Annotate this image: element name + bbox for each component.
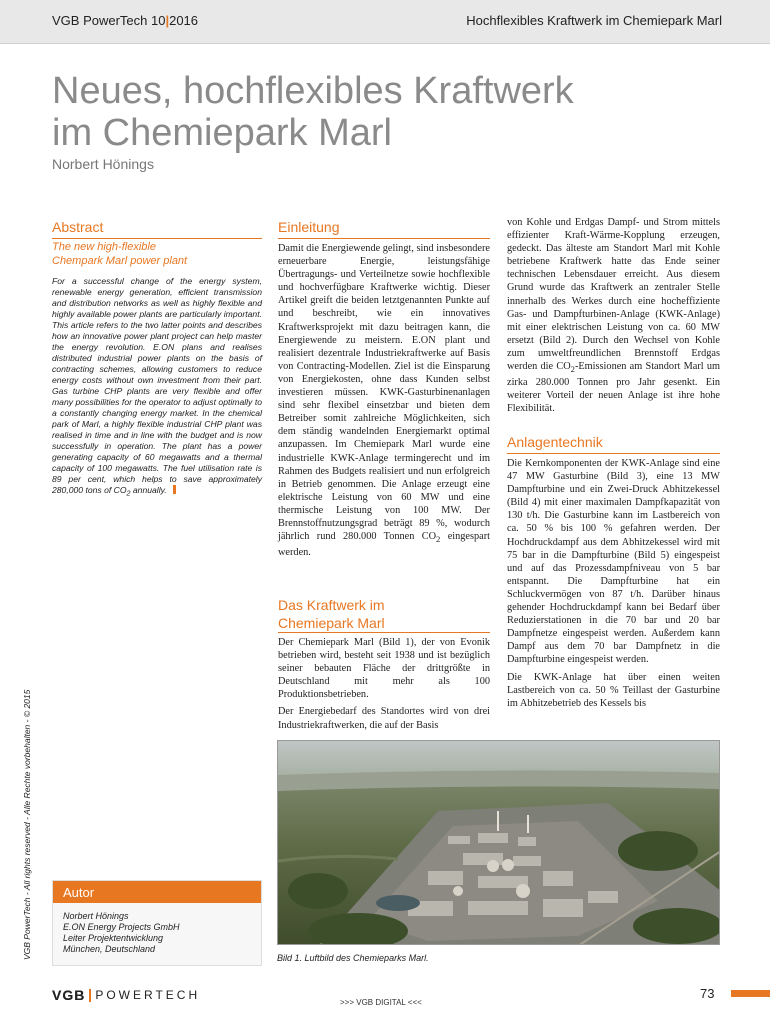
figure-caption: Bild 1. Luftbild des Chemieparks Marl.	[277, 953, 429, 963]
journal-separator: |	[165, 13, 170, 28]
aerial-photo-illustration	[278, 741, 720, 945]
anlagentechnik-paragraph-2: Die KWK-Anlage hat über einen weiten Lastbereich von ca. 50 % Teillast der Gasturbine im Abhitzebetrieb des Kessels bis	[507, 671, 720, 709]
page-number-bar	[731, 990, 770, 997]
einleitung-co2-subscript: 2	[436, 534, 441, 545]
running-title: Hochflexibles Kraftwerk im Chemiepark Marl	[466, 13, 722, 28]
author-role: Leiter Projektentwicklung	[63, 933, 164, 943]
abstract-subtitle	[52, 240, 257, 268]
einleitung-text: Damit die Energiewende gelingt, sind insbesondere erneuerbare Energie, leistungsfähige Übertragungs- und Verteilnetze sowie hochflexible und hochverfügbare Kraftwerke wichtig. Dieser Artikel greift die beiden letztgenannten Punkte auf und beschreibt, wie ein innovatives Kraftwerksprojekt mit dazu beitragen kann, die Energiewende zu meistern. E.ON plant und realisiert dezentrale Industriekraftwerke auf Basis von Contracting-Modellen. Ziel ist die Einsparung von Energiekosten, ohne dass Kunden selbst investieren müssen. KWK-Gasturbinenanlagen sind sehr flexibel einsetzbar und bieten dem Betreiber somit zahlreiche Möglichkeiten, sich dem ständig wandelnden Energiemarkt optimal anzupassen. Im Chemiepark Marl wurde eine industrielle KWK-Anlage termingerecht und im Rahmen des Budgets realisiert und nun erfolgreich in Betrieb genommen. Die Anlage erzeugt eine elektrische Leistung von 60 MW und eine thermische Leistung von 100 MW. Der Brennstoffnutzungsgrad beträgt 89 %, wodurch jährlich rund 280.000 Tonnen CO	[278, 243, 490, 543]
column-3-paragraph	[507, 216, 720, 415]
kraftwerk-paragraph-2: Der Energiebedarf des Standortes wird von drei Industriekraftwerken, die auf der Basis	[278, 706, 490, 731]
kraftwerk-heading	[278, 596, 385, 632]
title-line-1: Neues, hochflexibles Kraftwerk	[52, 70, 574, 112]
footer-logo-vgb: VGB	[52, 987, 86, 1003]
abstract-subtitle-line-1: The new high-flexible	[52, 241, 156, 253]
author-name: Norbert Hönings	[63, 911, 129, 921]
author-box	[52, 880, 262, 966]
anlagentechnik-paragraph-1: Die Kernkomponenten der KWK-Anlage sind eine 47 MW Gasturbine (Bild 3), eine 13 MW Dampfturbine und ein Zwei-Druck Abhitzekessel (Bild 4) mit einer maximalen Dampfkapazität von 130 t/h. Die Gasturbine kann im Lastbereich von ca. 50 % bis 100 % gefahren werden. Der Hochdruckdampf aus dem Abhitzekessel wird mit 75 bar in die Dampfturbine (Bild 5) eingespeist und auf das Prozessdampfniveau von 5 bar entspannt. Die Dampfturbine hat ein Schluckvermögen von 87 t/h. Darüber hinaus gehender Hochdruckdampf kann bei Bedarf über Reduzierstationen in die 70 bar und 20 bar Dampfnetze eingespeist werden. Außerdem kann Dampf aus dem 70 bar Dampfnetz in die Dampfturbine eingespeist werden.	[507, 458, 720, 666]
column-3-body	[507, 216, 720, 415]
einleitung-body	[278, 242, 490, 559]
abstract-heading: Abstract	[52, 219, 104, 235]
einleitung-text-tail: eingespart werden.	[278, 531, 491, 559]
article-author: Norbert Hönings	[52, 156, 154, 172]
journal-year: 2016	[169, 13, 199, 28]
abstract-subtitle-line-2: Chempark Marl power plant	[52, 255, 188, 267]
kraftwerk-paragraph-1: Der Chemiepark Marl (Bild 1), der von Evonik betrieben wird, besteht seit 1938 und ist bezüglich seiner bebauten Fläche der drittgrößte in Deutschland mit mehr als 100 Produktionsbetrieben.	[278, 637, 490, 701]
kraftwerk-heading-line-1: Das Kraftwerk im	[278, 597, 385, 613]
kraftwerk-rule	[278, 632, 490, 633]
kraftwerk-body	[278, 636, 490, 732]
footer-logo	[52, 988, 200, 1002]
page-number: 73	[700, 986, 715, 1001]
column-3-text-tail: -Emissionen am Standort Marl um zirka 280.000 Tonnen pro Jahr gesenkt. Ein weiterer Vorteil der neuen Anlage ist ihre hohe Flexibilität.	[507, 361, 720, 415]
footer-logo-separator	[89, 989, 91, 1002]
end-mark	[173, 485, 176, 494]
copyright-sidebar: VGB PowerTech - All rights reserved - Alle Rechte vorbehalten - © 2015	[22, 689, 32, 960]
kraftwerk-heading-line-2: Chemiepark Marl	[278, 615, 385, 631]
abstract-co2-subscript: 2	[126, 489, 131, 498]
anlagentechnik-heading: Anlagentechnik	[507, 434, 603, 450]
abstract-text-tail: annually.	[130, 485, 167, 495]
title-line-2: im Chemiepark Marl	[52, 112, 392, 154]
einleitung-rule	[278, 238, 490, 239]
author-company: E.ON Energy Projects GmbH	[63, 922, 180, 932]
abstract-text: For a successful change of the energy system, renewable energy generation, efficient transmission and distribution networks as well as highly flexible and highly available power plants are particularly important. This article refers to the two latter points and describes how an innovative power plant project can help master the energy revolution. E.ON plans and realises distributed industrial power plants on the basis of contracting schemes, allowing customers to reduce energy costs without own investment from their part. Gas turbine CHP plants are very flexible and offer many possibilities for the operator to adjust optimally to a constantly changing energy market. In the chemical park of Marl, a highly flexible industrial CHP plant was realised in time and in line with the budget and is now successfully in operation. The plant has a power generating capacity of 60 megawatts and a thermal capacity of 100 megawatts. The fuel utilisation rate is 89 per cent, which helps to save approximately 280,000 tons of CO	[52, 276, 262, 495]
column-3-text: von Kohle und Erdgas Dampf- und Strom mittels effizienter Kraft-Wärme-Kopplung erzeugen, gedeckt. Das älteste am Standort Marl mit Kohle betriebene Kraftwerk hatte das Ende seiner technischen Lebensdauer erreicht. Aus diesem Grund wurde das Kraftwerk an zentraler Stelle innerhalb des Werkes durch eine hocheffiziente Gas- und Dampfturbinen-Anlage (KWK-Anlage) mit einer elektrischen Leistung von ca. 60 MW ersetzt (Bild 2). Durch den Wechsel von Kohle zum umweltfreundlichen Brennstoff Erdgas werden die CO	[507, 217, 720, 373]
footer-vgb-digital: >>> VGB DIGITAL <<<	[340, 998, 422, 1007]
column-3-co2-subscript: 2	[570, 364, 575, 375]
abstract-body	[52, 276, 262, 500]
footer-logo-powertech: POWERTECH	[95, 988, 201, 1002]
author-location: München, Deutschland	[63, 944, 156, 954]
article-title	[52, 70, 692, 154]
anlagentechnik-body	[507, 457, 720, 710]
einleitung-heading: Einleitung	[278, 219, 340, 235]
anlagentechnik-rule	[507, 453, 720, 454]
journal-issue	[52, 13, 198, 28]
abstract-rule	[52, 238, 262, 239]
journal-name: VGB PowerTech 10	[52, 13, 166, 28]
einleitung-paragraph	[278, 242, 490, 559]
aerial-photo	[277, 740, 720, 945]
author-box-heading: Autor	[53, 881, 261, 903]
page-header	[0, 0, 770, 44]
